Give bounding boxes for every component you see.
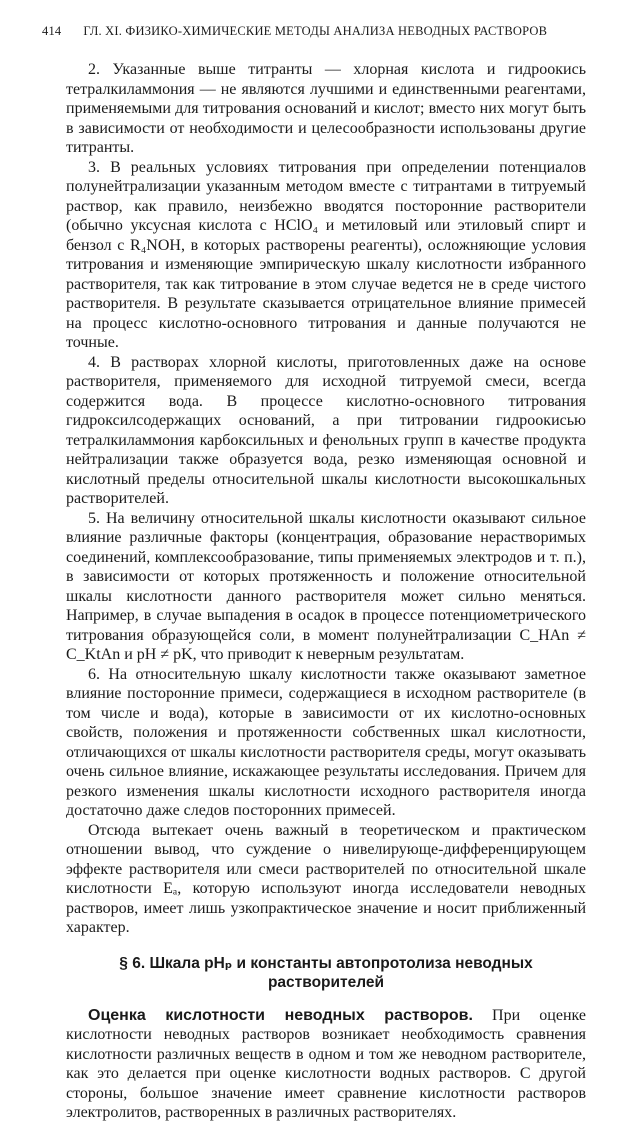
paragraph-3: 3. В реальных условиях титрования при определении потенциалов полунейтрализации указанным методом вместе с титрантами в титруемый раствор, как правило, неизбежно вводятся посторонние растворители (обычно уксусная кислота с HClO₄ и метиловый или этиловый спирт и бензол с R₄NOH, в которых растворены реагенты), осложняющие условия титрования и изменяющие эмпирическую шкалу кислотности избранного растворителя, так как титрование в этом случае ведется не в среде чистого растворителя. В результате сказывается отрицательное влияние примесей на процесс кислотно-основного титрования и данные получаются не точные.: [66, 158, 586, 351]
paragraph-2: 2. Указанные выше титранты — хлорная кислота и гидроокись тетралкиламмония — не являются лучшими и единственными реагентами, применяемыми для титрования оснований и кислот; вместо них могут быть в зависимости от необходимости и целесообразности использованы другие титранты.: [66, 61, 586, 156]
running-title: ГЛ. XI. ФИЗИКО-ХИМИЧЕСКИЕ МЕТОДЫ АНАЛИЗА НЕВОДНЫХ РАСТВОРОВ: [83, 24, 548, 38]
page-body: [66, 60, 586, 1123]
paragraph-lead: Оценка кислотности неводных растворов.: [88, 1006, 473, 1024]
page-number: 414: [42, 24, 62, 38]
paragraph-conclusion: Отсюда вытекает очень важный в теоретическом и практическом отношении вывод, что суждение о нивелирующе-дифференцирующем эффекте растворителя или смеси растворителей по относительной шкале кислотности Eₐ, которую используют иногда исследователи неводных растворов, имеет лишь узкопрактическое значение и носит приближенный характер.: [66, 821, 586, 936]
section-title-line-2: растворителей: [267, 973, 385, 991]
running-header: [42, 24, 587, 39]
section-heading: [66, 954, 586, 992]
paragraph-6: 6. На относительную шкалу кислотности также оказывают заметное влияние посторонние примеси, содержащиеся в исходном растворителе (в том числе и вода), которые в зависимости от их кислотно-основных свойств, положения и протяженности собственных шкал кислотности, отличающихся от шкалы кислотности растворителя среды, могут оказывать очень сильное влияние, искажающее результаты исследования. Причем для резкого изменения шкалы кислотности исходного растворителя иногда достаточно даже следов посторонних примесей.: [66, 665, 586, 819]
section-title-line-1: § 6. Шкала pHₚ и константы автопротолиза неводных: [119, 954, 533, 972]
paragraph-text: При оценке кислотности неводных растворов возникает необходимость сравнения кислотности различных веществ в одном и том же неводном растворителе, как это делается при оценке кислотности водных растворов. С другой стороны, большое значение имеет сравнение кислотности растворов электролитов, растворенных в различных растворителях.: [66, 1006, 586, 1121]
paragraph-acidity-estimate: [66, 1006, 586, 1123]
paragraph-4: 4. В растворах хлорной кислоты, приготовленных даже на основе растворителя, применяемого для исходной титруемой смеси, всегда содержится вода. В процессе кислотно-основного титрования гидроксилсодержащих оснований, а при титровании гидроокисью тетралкиламмония карбоксильных и фенольных групп в качестве продукта нейтрализации также образуется вода, резко изменяющая основной и кислотный пределы относительной шкалы кислотности высокошкальных растворителей.: [66, 353, 586, 507]
paragraph-5: 5. На величину относительной шкалы кислотности оказывают сильное влияние различные факторы (концентрация, образование нерастворимых соединений, комплексообразование, типы применяемых электродов и т. п.), в зависимости от которых протяженность и положение относительной шкалы кислотности данного растворителя может сильно меняться. Например, в случае выпадения в осадок в процессе потенциометрического титрования образующейся соли, в момент полунейтрализации C_HAn ≠ C_KtAn и pH ≠ pK, что приводит к неверным результатам.: [66, 509, 586, 663]
